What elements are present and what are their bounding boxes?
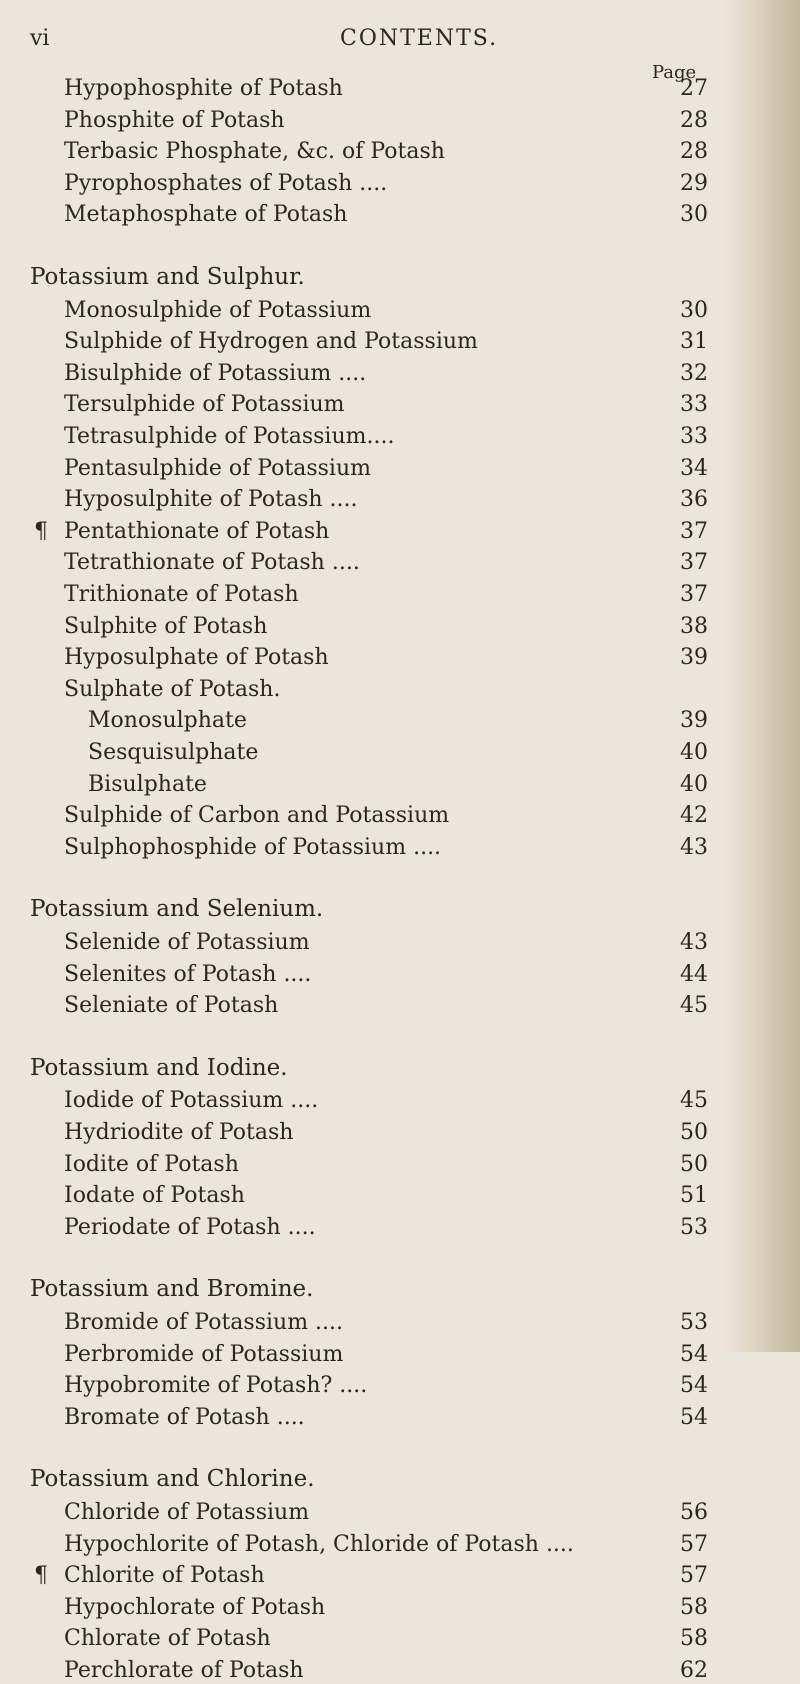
toc-entry[interactable] xyxy=(0,456,720,482)
toc-entry[interactable] xyxy=(0,1183,720,1209)
toc-entry[interactable] xyxy=(0,1658,720,1684)
toc-entry[interactable] xyxy=(0,1310,720,1336)
page-edge xyxy=(722,0,800,1352)
toc-entry[interactable] xyxy=(0,329,720,355)
entry-page-number: 45 xyxy=(680,1088,708,1114)
entry-title: Bisulphate xyxy=(88,771,207,797)
entry-page-number: 53 xyxy=(680,1310,708,1335)
entry-page-number: 32 xyxy=(680,360,708,386)
toc-entry[interactable] xyxy=(0,962,720,988)
entry-page-number: 62 xyxy=(680,1658,708,1683)
entry-page-number: 54 xyxy=(680,1373,708,1399)
toc-entry[interactable] xyxy=(0,1373,720,1399)
entry-page-number: 58 xyxy=(680,1626,708,1652)
page-column-label: Page xyxy=(652,62,697,83)
toc-entry[interactable] xyxy=(0,550,720,576)
entry-title: Seleniate of Potash xyxy=(64,993,279,1019)
entry-title: Bromate of Potash .... xyxy=(64,1404,305,1430)
toc-entry[interactable] xyxy=(0,1088,720,1114)
entry-page-number: 50 xyxy=(680,1120,708,1145)
toc-entry[interactable] xyxy=(0,772,720,798)
entry-page-number: 37 xyxy=(680,518,708,544)
toc-entry[interactable] xyxy=(0,361,720,387)
entry-page-number: 53 xyxy=(680,1214,708,1240)
entry-page-number: 39 xyxy=(680,645,708,671)
entry-page-number: 54 xyxy=(680,1341,708,1367)
entry-page-number: 42 xyxy=(680,803,708,829)
entry-page-number: 40 xyxy=(680,771,708,797)
section-heading: Potassium and Iodine. xyxy=(30,1054,288,1081)
entry-title: Sulphide of Hydrogen and Potassium xyxy=(64,329,478,355)
entry-page-number: 33 xyxy=(680,424,708,449)
toc-entry[interactable] xyxy=(0,487,720,513)
entry-title: Tetrasulphide of Potassium.... xyxy=(64,424,395,449)
entry-page-number: 45 xyxy=(680,993,708,1019)
entry-page-number: 28 xyxy=(680,139,708,165)
toc-entry[interactable] xyxy=(0,1500,720,1526)
entry-title: Monosulphide of Potassium xyxy=(64,297,372,323)
toc-entry[interactable] xyxy=(0,1532,720,1558)
entry-title: Hydriodite of Potash xyxy=(64,1120,294,1145)
toc-entry[interactable] xyxy=(0,108,720,134)
entry-page-number: 54 xyxy=(680,1404,708,1430)
entry-title: Selenide of Potassium xyxy=(64,930,310,955)
toc-entry[interactable] xyxy=(0,424,720,450)
section-heading: Potassium and Chlorine. xyxy=(30,1466,315,1493)
entry-page-number: 40 xyxy=(680,740,708,765)
toc-entry[interactable] xyxy=(0,645,720,671)
entry-page-number: 56 xyxy=(680,1500,708,1525)
toc-entry[interactable] xyxy=(0,1563,720,1589)
toc-entry[interactable] xyxy=(0,930,720,956)
toc-entry[interactable] xyxy=(0,139,720,165)
entry-page-number: 37 xyxy=(680,550,708,576)
toc-entry[interactable] xyxy=(0,76,720,102)
toc-entry[interactable] xyxy=(0,1120,720,1146)
entry-title: Periodate of Potash .... xyxy=(64,1214,316,1240)
toc-entry[interactable] xyxy=(0,392,720,418)
entry-page-number: 39 xyxy=(680,708,708,734)
toc-entry[interactable] xyxy=(0,993,720,1019)
entry-title: Sulphite of Potash xyxy=(64,613,268,639)
entry-title: Chloride of Potassium xyxy=(64,1500,310,1525)
entry-title: Pyrophosphates of Potash .... xyxy=(64,170,388,196)
entry-page-number: 57 xyxy=(680,1531,708,1557)
entry-title: Hyposulphite of Potash .... xyxy=(64,487,358,513)
entry-title: Tersulphide of Potassium xyxy=(64,392,345,418)
paragraph-mark: ¶ xyxy=(34,518,48,544)
entry-title: Hypochlorate of Potash xyxy=(64,1594,326,1620)
toc-entry[interactable] xyxy=(0,803,720,829)
toc-entry[interactable] xyxy=(0,677,720,703)
entry-page-number: 34 xyxy=(680,455,708,481)
entry-title: Chlorite of Potash xyxy=(64,1563,265,1589)
entry-title: Terbasic Phosphate, &c. of Potash xyxy=(64,139,445,165)
entry-title: Hyposulphate of Potash xyxy=(64,645,329,671)
toc-entry[interactable] xyxy=(0,614,720,640)
toc-entry[interactable] xyxy=(0,1405,720,1431)
paragraph-mark: ¶ xyxy=(34,1563,48,1589)
entry-page-number: 36 xyxy=(680,487,708,513)
entry-title: Sulphide of Carbon and Potassium xyxy=(64,803,450,829)
toc-entry[interactable] xyxy=(0,298,720,324)
entry-page-number: 58 xyxy=(680,1594,708,1620)
toc-entry[interactable] xyxy=(0,1342,720,1368)
toc-entry[interactable] xyxy=(0,740,720,766)
entry-page-number: 44 xyxy=(680,961,708,987)
entry-title: Pentathionate of Potash xyxy=(64,518,330,544)
entry-page-number: 33 xyxy=(680,392,708,418)
section-heading: Potassium and Sulphur. xyxy=(30,264,305,290)
entry-page-number: 43 xyxy=(680,834,708,860)
entry-page-number: 43 xyxy=(680,930,708,955)
entry-title: Hypochlorite of Potash, Chloride of Potash .... xyxy=(64,1531,574,1557)
toc-entry[interactable] xyxy=(0,1215,720,1241)
entry-title: Chlorate of Potash xyxy=(64,1626,271,1652)
entry-title: Trithionate of Potash xyxy=(64,582,299,607)
entry-page-number: 51 xyxy=(680,1183,708,1209)
entry-title: Bisulphide of Potassium .... xyxy=(64,360,367,386)
entry-page-number: 27 xyxy=(680,76,708,101)
toc-entry[interactable] xyxy=(0,1595,720,1621)
toc-entry[interactable] xyxy=(0,519,720,545)
entry-page-number: 37 xyxy=(680,582,708,607)
entry-title: Pentasulphide of Potassium xyxy=(64,455,371,481)
toc-entry[interactable] xyxy=(0,835,720,861)
section-heading: Potassium and Selenium. xyxy=(30,896,324,923)
entry-page-number: 30 xyxy=(680,297,708,323)
entry-title: Perbromide of Potassium xyxy=(64,1341,344,1367)
toc-entry[interactable] xyxy=(0,1626,720,1652)
entry-title: Tetrathionate of Potash .... xyxy=(64,550,360,576)
toc-entry[interactable] xyxy=(0,171,720,197)
entry-page-number: 28 xyxy=(680,107,708,133)
entry-title: Monosulphate xyxy=(88,708,247,734)
entry-title: Perchlorate of Potash xyxy=(64,1658,304,1683)
toc-entry[interactable] xyxy=(0,582,720,608)
entry-page-number: 31 xyxy=(680,329,708,355)
entry-title: Sulphophosphide of Potassium .... xyxy=(64,834,442,860)
running-head-title: CONTENTS. xyxy=(340,26,499,51)
entry-title: Sesquisulphate xyxy=(88,740,259,765)
entry-page-number: 38 xyxy=(680,613,708,639)
folio-number: vi xyxy=(30,26,50,51)
entry-title: Iodide of Potassium .... xyxy=(64,1088,319,1114)
entry-page-number: 50 xyxy=(680,1151,708,1177)
entry-title: Hypophosphite of Potash xyxy=(64,76,343,101)
entry-title: Iodate of Potash xyxy=(64,1183,245,1209)
entry-title: Metaphosphate of Potash xyxy=(64,202,348,228)
entry-title: Hypobromite of Potash? .... xyxy=(64,1373,368,1399)
entry-title: Sulphate of Potash. xyxy=(64,676,281,702)
entry-title: Bromide of Potassium .... xyxy=(64,1310,344,1335)
section-heading: Potassium and Bromine. xyxy=(30,1276,314,1303)
page-header xyxy=(0,26,800,60)
entry-title: Selenites of Potash .... xyxy=(64,961,312,987)
entry-page-number: 57 xyxy=(680,1563,708,1589)
toc-entry[interactable] xyxy=(0,202,720,228)
toc-entry[interactable] xyxy=(0,708,720,734)
entry-page-number: 29 xyxy=(680,170,708,196)
toc-entry[interactable] xyxy=(0,1152,720,1178)
entry-title: Phosphite of Potash xyxy=(64,107,285,133)
entry-title: Iodite of Potash xyxy=(64,1151,239,1177)
entry-page-number: 30 xyxy=(680,202,708,228)
